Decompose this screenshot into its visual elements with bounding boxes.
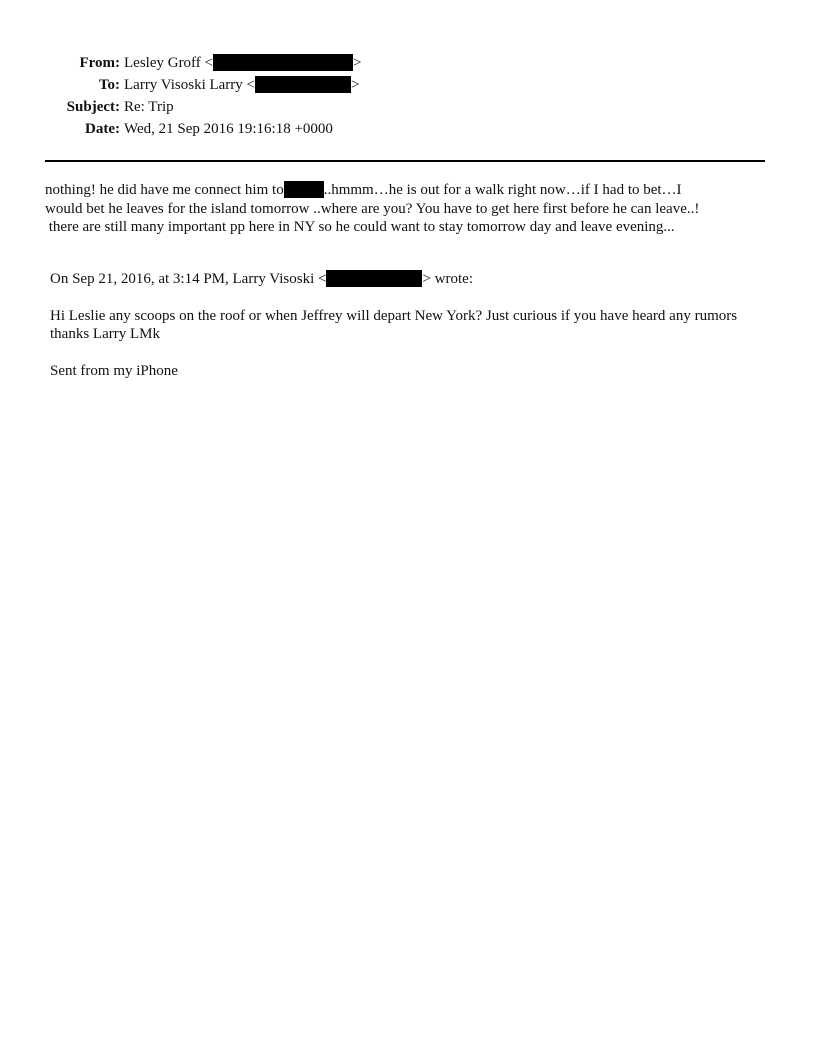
- date-label: Date:: [85, 121, 120, 137]
- subject-label: Subject:: [66, 99, 120, 115]
- quote-message: Hi Leslie any scoops on the roof or when Jeffrey will depart New York? Just curious if you have heard any rumors thanks Larry LMk: [50, 307, 738, 342]
- body-line: there are still many important pp here in NY so he could want to stay tomorrow day and leave evening...: [45, 219, 675, 235]
- email-body: [45, 181, 775, 237]
- quote-intro-start: On Sep 21, 2016, at 3:14 PM, Larry Visoski <: [50, 271, 327, 287]
- to-value: [124, 74, 359, 96]
- redaction-box: [213, 54, 353, 71]
- from-label: From:: [79, 55, 120, 71]
- body-line: would bet he leaves for the island tomorrow ..where are you? You have to get here first before he can leave..!: [45, 200, 700, 217]
- quote-intro: [50, 270, 770, 289]
- header-divider: [45, 160, 765, 162]
- from-value: [124, 52, 361, 74]
- quote-intro-end: > wrote:: [422, 271, 473, 287]
- to-name: Larry Visoski Larry <: [124, 77, 256, 93]
- redaction-box: [255, 76, 351, 93]
- from-close: >: [353, 55, 362, 71]
- from-name: Lesley Groff <: [124, 55, 213, 71]
- to-row: [0, 74, 816, 96]
- body-line1-end: ..hmmm…he is out for a walk right now…if I had to bet…I: [323, 182, 682, 198]
- date-row: [0, 118, 816, 140]
- date-value: Wed, 21 Sep 2016 19:16:18 +0000: [124, 121, 333, 137]
- redaction-box: [284, 181, 324, 198]
- to-close: >: [351, 77, 360, 93]
- email-header: [0, 52, 816, 140]
- body-line1-start: nothing! he did have me connect him to: [45, 182, 284, 198]
- subject-row: [0, 96, 816, 118]
- quote-signature: Sent from my iPhone: [50, 362, 178, 379]
- quoted-message: [50, 270, 770, 398]
- to-label: To:: [98, 77, 120, 93]
- body-line: [45, 181, 775, 200]
- from-row: [0, 52, 816, 74]
- subject-value: Re: Trip: [124, 99, 174, 115]
- redaction-box: [326, 270, 422, 287]
